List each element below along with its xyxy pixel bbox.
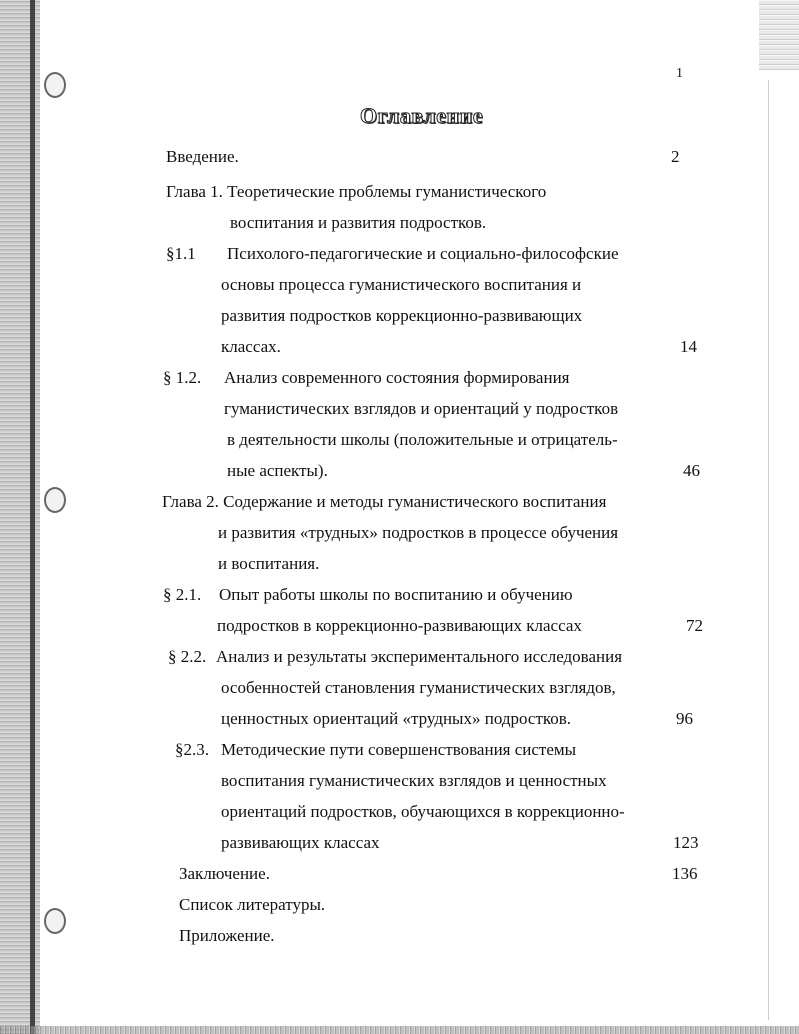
binder-hole-icon — [44, 72, 66, 98]
toc-page-1-1: 14 — [680, 337, 697, 356]
scan-border-top-right — [759, 0, 799, 70]
toc-section-2-1-cont: подростков в коррекционно-развивающих классах — [217, 616, 582, 635]
toc-section-1-1-cont: развития подростков коррекционно-развивающих — [221, 306, 583, 325]
toc-section-number: § 1.2. — [163, 368, 202, 387]
toc-page-intro: 2 — [671, 147, 680, 166]
toc-section-2-3-cont: ориентаций подростков, обучающихся в коррекционно- — [221, 802, 625, 821]
toc-chapter-2-cont: и воспитания. — [218, 554, 320, 573]
toc-conclusion: Заключение. — [179, 864, 270, 883]
toc-chapter-1: Глава 1. Теоретические проблемы гуманистического — [166, 182, 547, 201]
toc-section-2-2-cont: особенностей становления гуманистических взглядов, — [221, 678, 616, 697]
toc-section-1-2-cont: гуманистических взглядов и ориентаций у подростков — [224, 399, 619, 418]
toc-section-1-2-cont: в деятельности школы (положительные и отрицатель- — [227, 430, 618, 449]
toc-appendix: Приложение. — [179, 926, 275, 945]
toc-section-2-2: Анализ и результаты экспериментального исследования — [216, 647, 623, 666]
toc-section-2-3: Методические пути совершенствования системы — [221, 740, 577, 759]
toc-page-conclusion: 136 — [672, 864, 698, 883]
toc-section-2-2-cont: ценностных ориентаций «трудных» подростков. — [221, 709, 572, 728]
toc-page-2-1: 72 — [686, 616, 703, 635]
toc-references: Список литературы. — [179, 895, 326, 914]
toc-chapter-2: Глава 2. Содержание и методы гуманистического воспитания — [162, 492, 607, 511]
binder-hole-icon — [44, 487, 66, 513]
toc-chapter-1-cont: воспитания и развития подростков. — [230, 213, 487, 232]
toc-section-number: §1.1 — [166, 244, 196, 263]
toc-chapter-2-cont: и развития «трудных» подростков в процессе обучения — [218, 523, 619, 542]
toc-section-2-3-cont: воспитания гуманистических взглядов и ценностных — [221, 771, 607, 790]
toc-section-2-1: Опыт работы школы по воспитанию и обучению — [219, 585, 573, 604]
toc-section-number: § 2.2. — [168, 647, 207, 666]
page-number: 1 — [676, 66, 683, 81]
scan-right-line — [768, 80, 769, 1020]
toc-section-1-1-cont: классах. — [221, 337, 281, 356]
toc-section-number: §2.3. — [175, 740, 209, 759]
toc-section-1-1: Психолого-педагогические и социально-философские — [227, 244, 619, 263]
toc-intro: Введение. — [166, 147, 239, 166]
toc-section-1-2-cont: ные аспекты). — [227, 461, 328, 480]
toc-section-number: § 2.1. — [163, 585, 202, 604]
toc-section-1-1-cont: основы процесса гуманистического воспитания и — [221, 275, 582, 294]
toc-page-1-2: 46 — [683, 461, 700, 480]
toc-page-2-2: 96 — [676, 709, 693, 728]
toc-section-1-2: Анализ современного состояния формирования — [224, 368, 570, 387]
toc-page-2-3: 123 — [673, 833, 699, 852]
page-title: Оглавление — [360, 103, 484, 128]
binder-hole-icon — [44, 908, 66, 934]
toc-section-2-3-cont: развивающих классах — [221, 833, 380, 852]
scan-edge-line — [30, 0, 35, 1034]
scan-border-bottom — [0, 1026, 799, 1034]
